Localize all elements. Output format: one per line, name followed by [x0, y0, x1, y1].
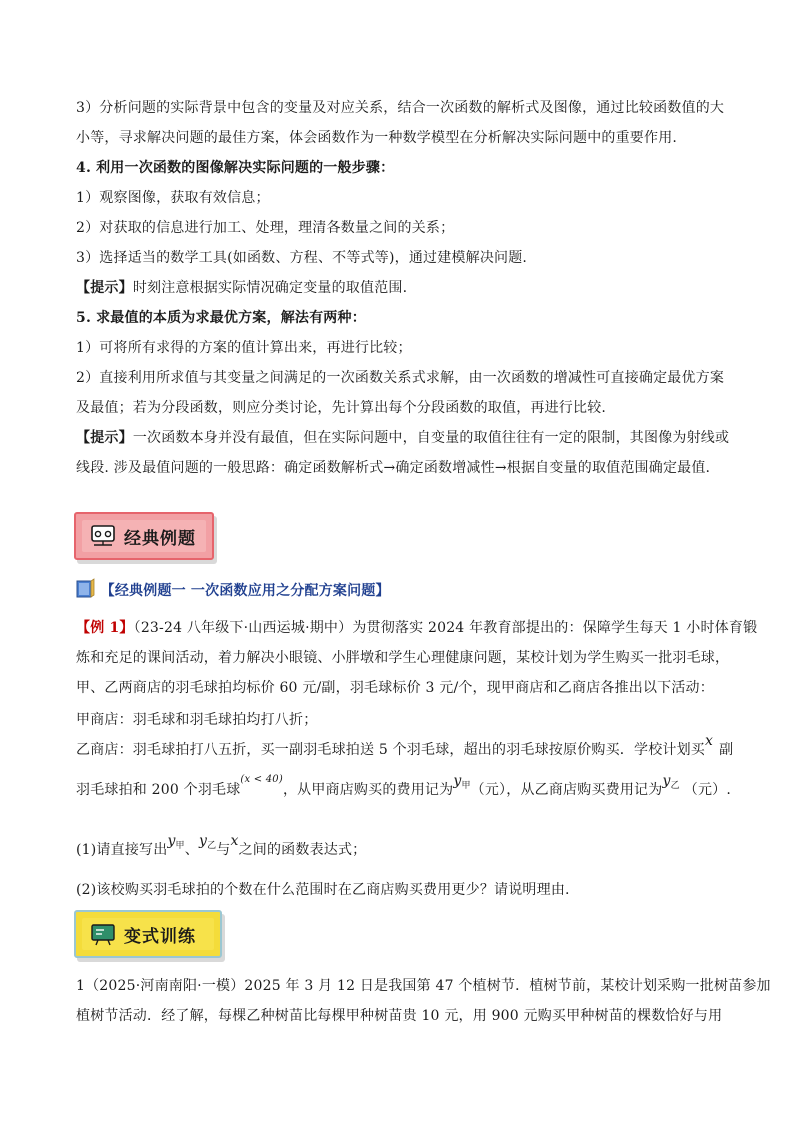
example-1-text-6d: （元）.: [683, 782, 732, 798]
blackboard-icon: [90, 921, 116, 947]
paragraph-3-line-2: 小等，寻求解决问题的最佳方案，体会函数作为一种数学模型在分析解决实际问题中的重要作用.: [76, 130, 678, 146]
heading-4: 4. 利用一次函数的图像解决实际问题的一般步骤：: [76, 160, 395, 176]
variation-badge: [74, 910, 222, 958]
practice-line-2: 植树节活动．经了解，每棵乙种树苗比每棵甲种树苗贵 10 元，用 900 元购买甲种树苗的棵数恰好与用: [76, 1008, 723, 1024]
example-1-text-6a: 羽毛球拍和 200 个羽毛球: [76, 782, 241, 798]
example-1-line-1: [76, 618, 757, 638]
examples-badge-label: 经典例题: [124, 528, 196, 549]
q1-var-y-yi: y: [198, 833, 208, 849]
tip-2-label: 【提示】: [76, 430, 133, 446]
example-1-line-6: [76, 773, 732, 805]
variation-badge-inner: [82, 918, 214, 950]
examples-badge: [74, 512, 214, 560]
question-1-text-b: 与: [216, 842, 231, 858]
book-icon: [74, 578, 96, 600]
example-1-line-5: [76, 733, 734, 760]
tip-1-label: 【提示】: [76, 280, 133, 296]
method-1: 1）可将所有求得的方案的值计算出来，再进行比较；: [76, 340, 412, 356]
tip-2-line-2: 线段. 涉及最值问题的一般思路：确定函数解析式→确定函数增减性→根据自变量的取值范围确定最值.: [76, 460, 711, 476]
method-2-line-1: 2）直接利用所求值与其变量之间满足的一次函数关系式求解，由一次函数的增减性可直接确定最优方案: [76, 370, 725, 386]
example-heading-text: 【经典例题一 一次函数应用之分配方案问题】: [100, 583, 390, 599]
q1-var-y-yi-sub: 乙: [207, 841, 217, 851]
question-1: [76, 833, 367, 865]
example-heading: [74, 578, 390, 601]
var-y-jia-sub: 甲: [461, 781, 471, 791]
var-x: x: [705, 733, 714, 749]
method-2-line-2: 及最值；若为分段函数，则应分类讨论，先计算出每个分段函数的取值，再进行比较.: [76, 400, 607, 416]
heading-5: 5. 求最值的本质为求最优方案，解法有两种：: [76, 310, 366, 326]
var-y-yi: y: [662, 773, 671, 789]
tip-1: [76, 278, 407, 298]
example-1-line-3: 甲、乙两商店的羽毛球拍均标价 60 元/副，羽毛球标价 3 元/个，现甲商店和乙商店各推出以下活动：: [76, 680, 714, 696]
example-1-line-2: 炼和充足的课间活动，着力解决小眼镜、小胖墩和学生心理健康问题，某校计划为学生购买一批羽毛球，: [76, 650, 730, 666]
example-1-text-6b: ，从甲商店购买的费用记为: [282, 782, 454, 798]
variation-badge-label: 变式训练: [124, 926, 196, 947]
example-1-text-5b: 副: [719, 742, 734, 758]
var-y-yi-sub: 乙: [670, 781, 680, 791]
practice-line-1: 1（2025·河南南阳·一模）2025 年 3 月 12 日是我国第 47 个植树节．植树节前，某校计划采购一批树苗参加: [76, 978, 771, 994]
tip-1-text: 时刻注意根据实际情况确定变量的取值范围.: [132, 280, 408, 296]
example-1-text-1: （23-24 八年级下·山西运城·期中）为贯彻落实 2024 年教育部提出的：保障学生每天 1 小时体育锻: [133, 620, 758, 636]
q1-var-y-jia: y: [167, 833, 176, 849]
condition-x-lt-40: (x < 40): [240, 774, 283, 785]
question-1-text-a: (1)请直接写出: [76, 842, 168, 858]
paragraph-3-line-1: 3）分析问题的实际背景中包含的变量及对应关系，结合一次函数的解析式及图像，通过比较函数值的大: [76, 100, 725, 116]
q1-var-y-jia-sub: 甲: [175, 841, 185, 851]
var-y-jia: y: [453, 773, 462, 789]
tip-2-text: 一次函数本身并没有最值，但在实际问题中，自变量的取值往往有一定的限制，其图像为射线或: [132, 430, 730, 446]
classroom-icon: [90, 523, 116, 549]
example-1-text-5a: 乙商店：羽毛球拍打八五折，买一副羽毛球拍送 5 个羽毛球，超出的羽毛球按原价购买．学校计划买: [76, 742, 706, 758]
example-1-line-4: 甲商店：羽毛球和羽毛球拍均打八折；: [76, 712, 318, 728]
step-3: 3）选择适当的数学工具(如函数、方程、不等式等)，通过建模解决问题.: [76, 250, 528, 266]
examples-badge-inner: [82, 520, 206, 552]
step-2: 2）对获取的信息进行加工、处理，理清各数量之间的关系；: [76, 220, 455, 236]
example-1-label: 【例 1】: [76, 620, 134, 636]
question-1-text-c: 之间的函数表达式；: [238, 842, 367, 858]
question-2: (2)该校购买羽毛球拍的个数在什么范围时在乙商店购买费用更少？请说明理由.: [76, 882, 570, 898]
q1-var-x: x: [230, 833, 239, 849]
tip-2-line-1: [76, 428, 729, 448]
step-1: 1）观察图像，获取有效信息；: [76, 190, 270, 206]
question-1-sep: 、: [184, 842, 199, 858]
example-1-text-6c: （元），从乙商店购买费用记为: [470, 782, 663, 798]
